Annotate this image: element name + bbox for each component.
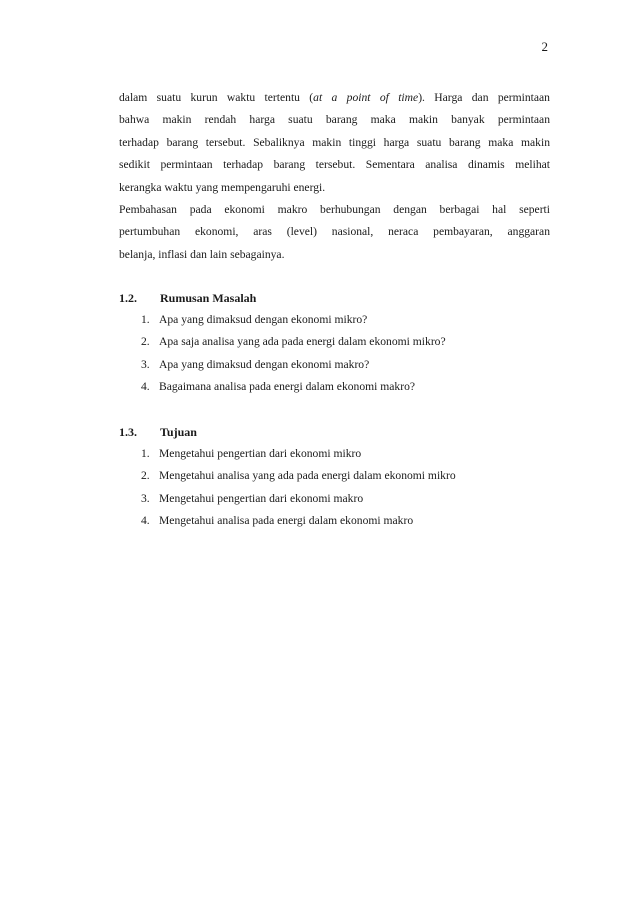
intro-line-3: terhadap barang tersebut. Sebaliknya makin tinggi harga suatu barang maka makin [119, 135, 550, 149]
list-item-text: Bagaimana analisa pada energi dalam ekonomi makro? [159, 380, 416, 394]
list-item-text: Mengetahui analisa yang ada pada energi dalam ekonomi mikro [159, 469, 456, 483]
section-number: 1.3. [119, 425, 137, 439]
section-title: Rumusan Masalah [160, 291, 257, 305]
intro-line-1 [119, 87, 550, 109]
list-item [141, 354, 561, 376]
list-item-marker: 2. [141, 469, 150, 483]
list-item [141, 331, 561, 353]
intro-line-1-italic: at a point of time [313, 91, 419, 104]
section-heading-rumusan-masalah [119, 290, 256, 306]
intro-line-6: Pembahasan pada ekonomi makro berhubungan dengan berbagai hal seperti [119, 202, 550, 216]
list-item-marker: 1. [141, 313, 150, 326]
rumusan-masalah-list [141, 309, 561, 399]
intro-line-1-before: dalam suatu kurun waktu tertentu ( [119, 91, 314, 104]
list-item [141, 465, 561, 487]
list-item-text: Mengetahui pengertian dari ekonomi mikro [159, 447, 362, 460]
list-item-marker: 3. [141, 491, 150, 505]
intro-line-8: belanja, inflasi dan lain sebagainya. [119, 247, 285, 261]
intro-paragraph [119, 87, 550, 266]
section-number: 1.2. [119, 291, 137, 305]
list-item-marker: 4. [141, 380, 150, 394]
list-item-marker: 1. [141, 447, 150, 460]
intro-line-5: kerangka waktu yang mempengaruhi energi. [119, 180, 326, 194]
section-title: Tujuan [160, 425, 197, 439]
list-item-text: Apa yang dimaksud dengan ekonomi mikro? [159, 313, 368, 326]
list-item [141, 376, 561, 398]
list-item-marker: 4. [141, 514, 150, 528]
list-item-text: Mengetahui analisa pada energi dalam ekonomi makro [159, 514, 414, 528]
list-item [141, 443, 561, 465]
tujuan-list [141, 443, 561, 533]
list-item-marker: 2. [141, 335, 150, 349]
intro-line-7: pertumbuhan ekonomi, aras (level) nasional, neraca pembayaran, anggaran [119, 225, 550, 239]
list-item-marker: 3. [141, 357, 150, 371]
list-item-text: Mengetahui pengertian dari ekonomi makro [159, 491, 364, 505]
intro-line-4: sedikit permintaan terhadap barang tersebut. Sementara analisa dinamis melihat [119, 158, 550, 172]
list-item [141, 488, 561, 510]
intro-line-1-after: ). Harga dan permintaan [418, 91, 550, 104]
intro-line-2: bahwa makin rendah harga suatu barang maka makin banyak permintaan [119, 113, 550, 127]
list-item-text: Apa saja analisa yang ada pada energi dalam ekonomi mikro? [159, 335, 446, 349]
list-item [141, 309, 561, 331]
list-item [141, 510, 561, 532]
list-item-text: Apa yang dimaksud dengan ekonomi makro? [159, 357, 370, 371]
page-number: 2 [541, 39, 548, 54]
section-heading-tujuan [119, 424, 197, 440]
